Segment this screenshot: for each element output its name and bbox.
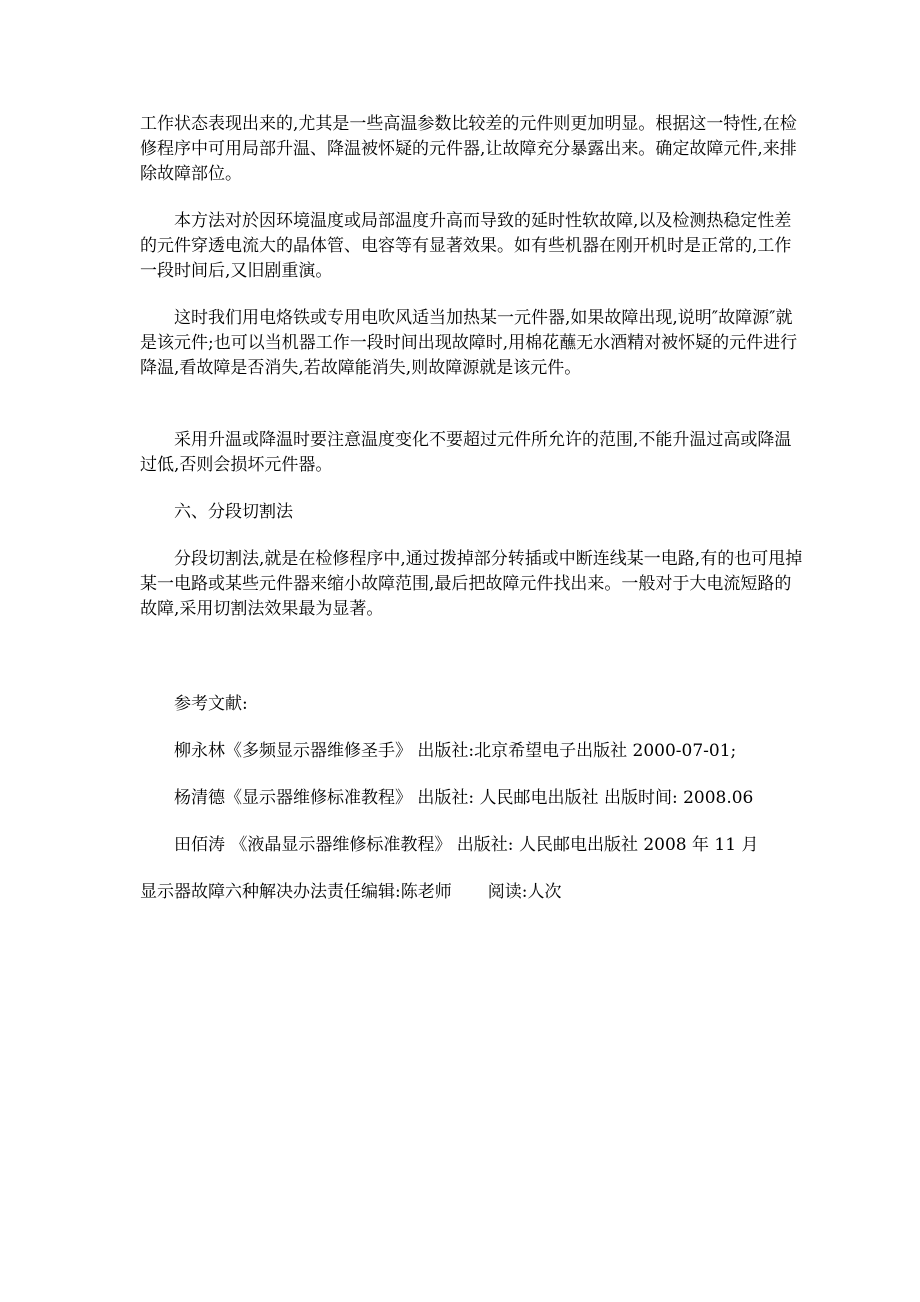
paragraph-method-effect: 本方法对於因环境温度或局部温度升高而导致的延时性软故障,以及检测热稳定性差的元件穿透电流大的晶体管、电容等有显著效果。如有些机器在刚开机时是正常的,工作一段时间后,又旧剧重演。 (140, 211, 792, 281)
section-heading: 六、分段切割法 (174, 502, 293, 522)
paragraph-gap (140, 187, 805, 209)
paragraph-gap (140, 478, 805, 500)
paragraph-gap (140, 525, 805, 547)
paragraph-segment-cutting: 分段切割法,就是在检修程序中,通过拨掉部分转插或中断连线某一电路,有的也可甩掉某一电路或某些元件器来缩小故障范围,最后把故障元件找出来。一般对于大电流短路的故障,采用切割法效果最为显著。 (140, 549, 803, 619)
paragraph-gap (140, 717, 805, 739)
paragraph-gap (140, 284, 805, 306)
paragraph-temperature-warning: 采用升温或降温时要注意温度变化不要超过元件所允许的范围,不能升温过高或降温过低,否则会损坏元件器。 (140, 430, 792, 475)
article-footer (140, 880, 805, 905)
reference-item: 田佰涛 《液晶显示器维修标准教程》 出版社: 人民邮电出版社 2008 年 11 月 (174, 835, 759, 855)
reference-item: 杨清德《显示器维修标准教程》 出版社: 人民邮电出版社 出版时间: 2008.06 (174, 788, 754, 808)
paragraph-gap (140, 381, 805, 428)
paragraph-heating-cooling: 这时我们用电烙铁或专用电吹风适当加热某一元件器,如果故障出现,说明″故障源″就是该元件;也可以当机器工作一段时间出现故障时,用棉花蘸无水酒精对被怀疑的元件进行降温,看故障是否消失,若故障能消失,则故障源就是该元件。 (140, 308, 798, 378)
reference-item: 柳永林《多频显示器维修圣手》 出版社:北京希望电子出版社 2000-07-01; (174, 741, 737, 761)
paragraph-gap (140, 811, 805, 833)
document-page (140, 112, 805, 905)
footer-title-editor: 显示器故障六种解决办法责任编辑:陈老师 (140, 882, 452, 902)
paragraph-gap (140, 622, 805, 692)
paragraph-continuation: 工作状态表现出来的,尤其是一些高温参数比较差的元件则更加明显。根据这一特性,在检修程序中可用局部升温、降温被怀疑的元件器,让故障充分暴露出来。确定故障元件,来排除故障部位。 (140, 114, 797, 184)
paragraph-gap (140, 764, 805, 786)
footer-reads: 阅读:人次 (487, 882, 562, 902)
paragraph-gap (140, 858, 805, 880)
references-heading: 参考文献: (174, 694, 248, 714)
